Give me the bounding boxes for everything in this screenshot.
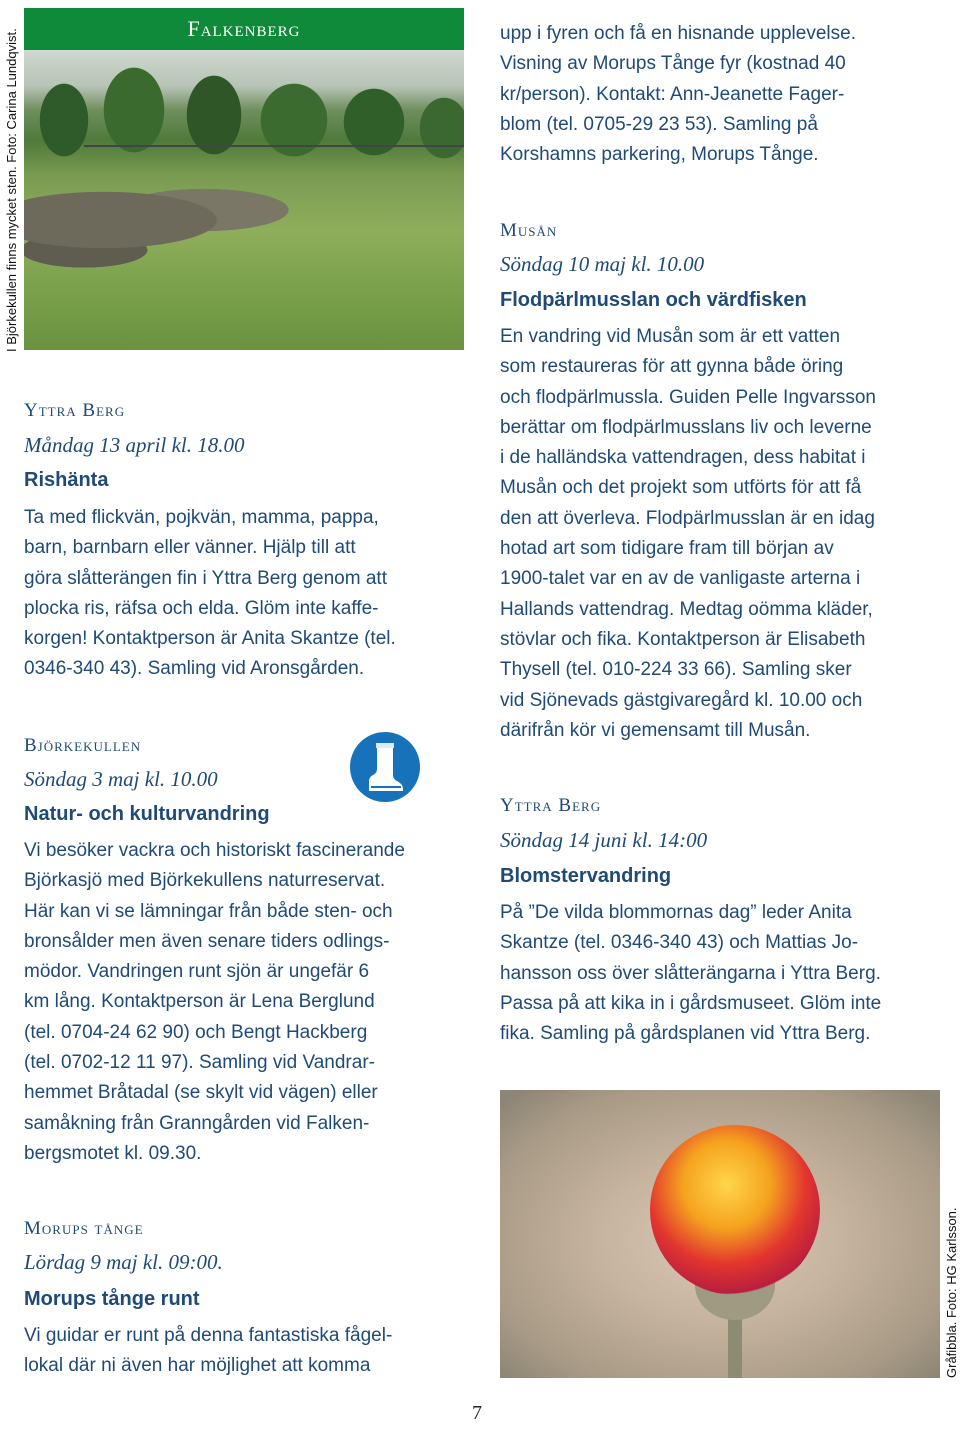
text-line: Björkasjö med Björkekullens naturreservat. [24, 870, 386, 892]
page-number: 7 [472, 1402, 482, 1424]
event-title-natur-kulturvandring: Natur- och kulturvandring [24, 803, 270, 825]
event-title-flodparlmusslan: Flodpärlmusslan och värdfisken [500, 289, 807, 311]
text-line: göra slåtterängen fin i Yttra Berg genom att [24, 567, 387, 589]
text-line: i de halländska vattendragen, dess habitat i [500, 447, 866, 469]
event-date-yttra-berg: Måndag 13 april kl. 18.00 [24, 433, 245, 457]
text-line: Vi guidar er runt på denna fantastiska fågel- [24, 1325, 393, 1346]
text-line: Thysell (tel. 010-224 33 66). Samling sker [500, 659, 852, 681]
text-line: Vi besöker vackra och historiskt fascinerande [24, 840, 405, 861]
text-line: hemmet Bråtadal (se skylt vid vägen) eller [24, 1082, 378, 1104]
event-heading-bjorkekullen: Björkekullen [24, 735, 142, 756]
text-line: (tel. 0702-12 11 97). Samling vid Vandrar- [24, 1052, 375, 1074]
flower-photo-head [650, 1125, 820, 1295]
text-line: Passa på att kika in i gårdsmuseet. Glöm inte [500, 992, 882, 1014]
event-date-morups-tange: Lördag 9 maj kl. 09:00. [24, 1250, 223, 1274]
text-line: upp i fyren och få en hisnande upplevelse. [500, 23, 856, 44]
text-line: mödor. Vandringen runt sjön är ungefär 6 [24, 961, 370, 983]
text-line: km lång. Kontaktperson är Lena Berglund [24, 991, 375, 1013]
text-line: hotad art som tidigare fram till början av [500, 538, 834, 560]
event-title-morups-tange-runt: Morups tånge runt [24, 1288, 200, 1310]
event-body-morups-tange-continued [500, 19, 856, 170]
event-date-yttra-berg-2: Söndag 14 juni kl. 14:00 [500, 828, 708, 852]
text-line: vid Sjönevads gästgivaregård kl. 10.00 och [500, 689, 863, 711]
event-body-rishanta [24, 503, 396, 685]
event-body-morups-tange [24, 1321, 392, 1382]
text-line: 0346-340 43). Samling vid Aronsgården. [24, 658, 365, 680]
text-line: Ta med flickvän, pojkvän, mamma, pappa, [24, 507, 379, 528]
text-line: En vandring vid Musån som är ett vatten [500, 326, 841, 347]
event-body-bjorkekullen [24, 836, 405, 1169]
text-line: hansson oss över slåtterängarna i Yttra Berg. [500, 962, 881, 984]
text-line: Här kan vi se lämningar från både sten- och [24, 900, 393, 922]
flower-photo [500, 1090, 940, 1378]
flower-photo-stem [728, 1310, 742, 1378]
text-line: berättar om flodpärlmusslans liv och leverne [500, 416, 872, 438]
event-title-rishanta: Rishänta [24, 469, 109, 491]
text-line: På ”De vilda blommornas dag” leder Anita [500, 902, 852, 923]
text-line: barn, barnbarn eller vänner. Hjälp till att [24, 537, 356, 559]
event-heading-morups-tange: Morups tånge [24, 1218, 144, 1239]
text-line: Korshamns parkering, Morups Tånge. [500, 144, 819, 166]
text-line: Skantze (tel. 0346-340 43) och Mattias Jo- [500, 932, 859, 954]
text-line: därifrån kör vi gemensamt till Musån. [500, 719, 811, 741]
text-line: Visning av Morups Tånge fyr (kostnad 40 [500, 53, 846, 75]
text-line: samåkning från Granngården vid Falken- [24, 1112, 370, 1134]
event-date-musan: Söndag 10 maj kl. 10.00 [500, 252, 705, 276]
text-line: plocka ris, räfsa och elda. Glöm inte kaffe- [24, 597, 379, 619]
text-line: Musån och det projekt som utförts för att få [500, 477, 862, 499]
event-heading-yttra-berg: Yttra Berg [24, 400, 126, 421]
event-heading-musan: Musån [500, 220, 558, 241]
text-line: kr/person). Kontakt: Ann-Jeanette Fager- [500, 83, 845, 105]
event-heading-yttra-berg-2: Yttra Berg [500, 795, 602, 816]
region-title: Falkenberg [187, 16, 301, 41]
event-title-blomstervandring: Blomstervandring [500, 865, 672, 887]
field-photo-stones [24, 160, 324, 280]
text-line: som restaureras för att gynna både öring [500, 356, 844, 378]
text-line: den att överleva. Flodpärlmusslan är en idag [500, 507, 875, 529]
event-body-musan [500, 322, 876, 746]
event-body-blomstervandring [500, 898, 881, 1049]
photo-caption-right: Gråfibbla. Foto: HG Karlsson. [944, 1207, 959, 1378]
rubber-boot-icon-shape [365, 741, 405, 793]
text-line: bronsålder men även senare tiders odlings- [24, 930, 390, 952]
text-line: Hallands vattendrag. Medtag oömma kläder, [500, 598, 873, 620]
region-banner [24, 8, 464, 50]
rubber-boot-icon [350, 732, 420, 802]
text-line: (tel. 0704-24 62 90) och Bengt Hackberg [24, 1021, 368, 1043]
event-date-bjorkekullen: Söndag 3 maj kl. 10.00 [24, 767, 218, 791]
text-line: stövlar och fika. Kontaktperson är Elisabeth [500, 628, 866, 650]
text-line: bergsmotet kl. 09.30. [24, 1142, 202, 1164]
text-line: fika. Samling på gårdsplanen vid Yttra Berg. [500, 1023, 871, 1045]
text-line: lokal där ni även har möjlighet att komma [24, 1355, 371, 1377]
photo-caption-left: I Björkekullen finns mycket sten. Foto: Carina Lundqvist. [4, 28, 19, 352]
field-photo-trees [24, 50, 464, 170]
text-line: blom (tel. 0705-29 23 53). Samling på [500, 113, 818, 135]
text-line: och flodpärlmussla. Guiden Pelle Ingvarsson [500, 386, 876, 408]
text-line: korgen! Kontaktperson är Anita Skantze (tel. [24, 628, 396, 650]
field-photo [24, 50, 464, 350]
field-photo-fence [84, 145, 464, 147]
text-line: 1900-talet var en av de vanligaste arterna i [500, 568, 861, 590]
